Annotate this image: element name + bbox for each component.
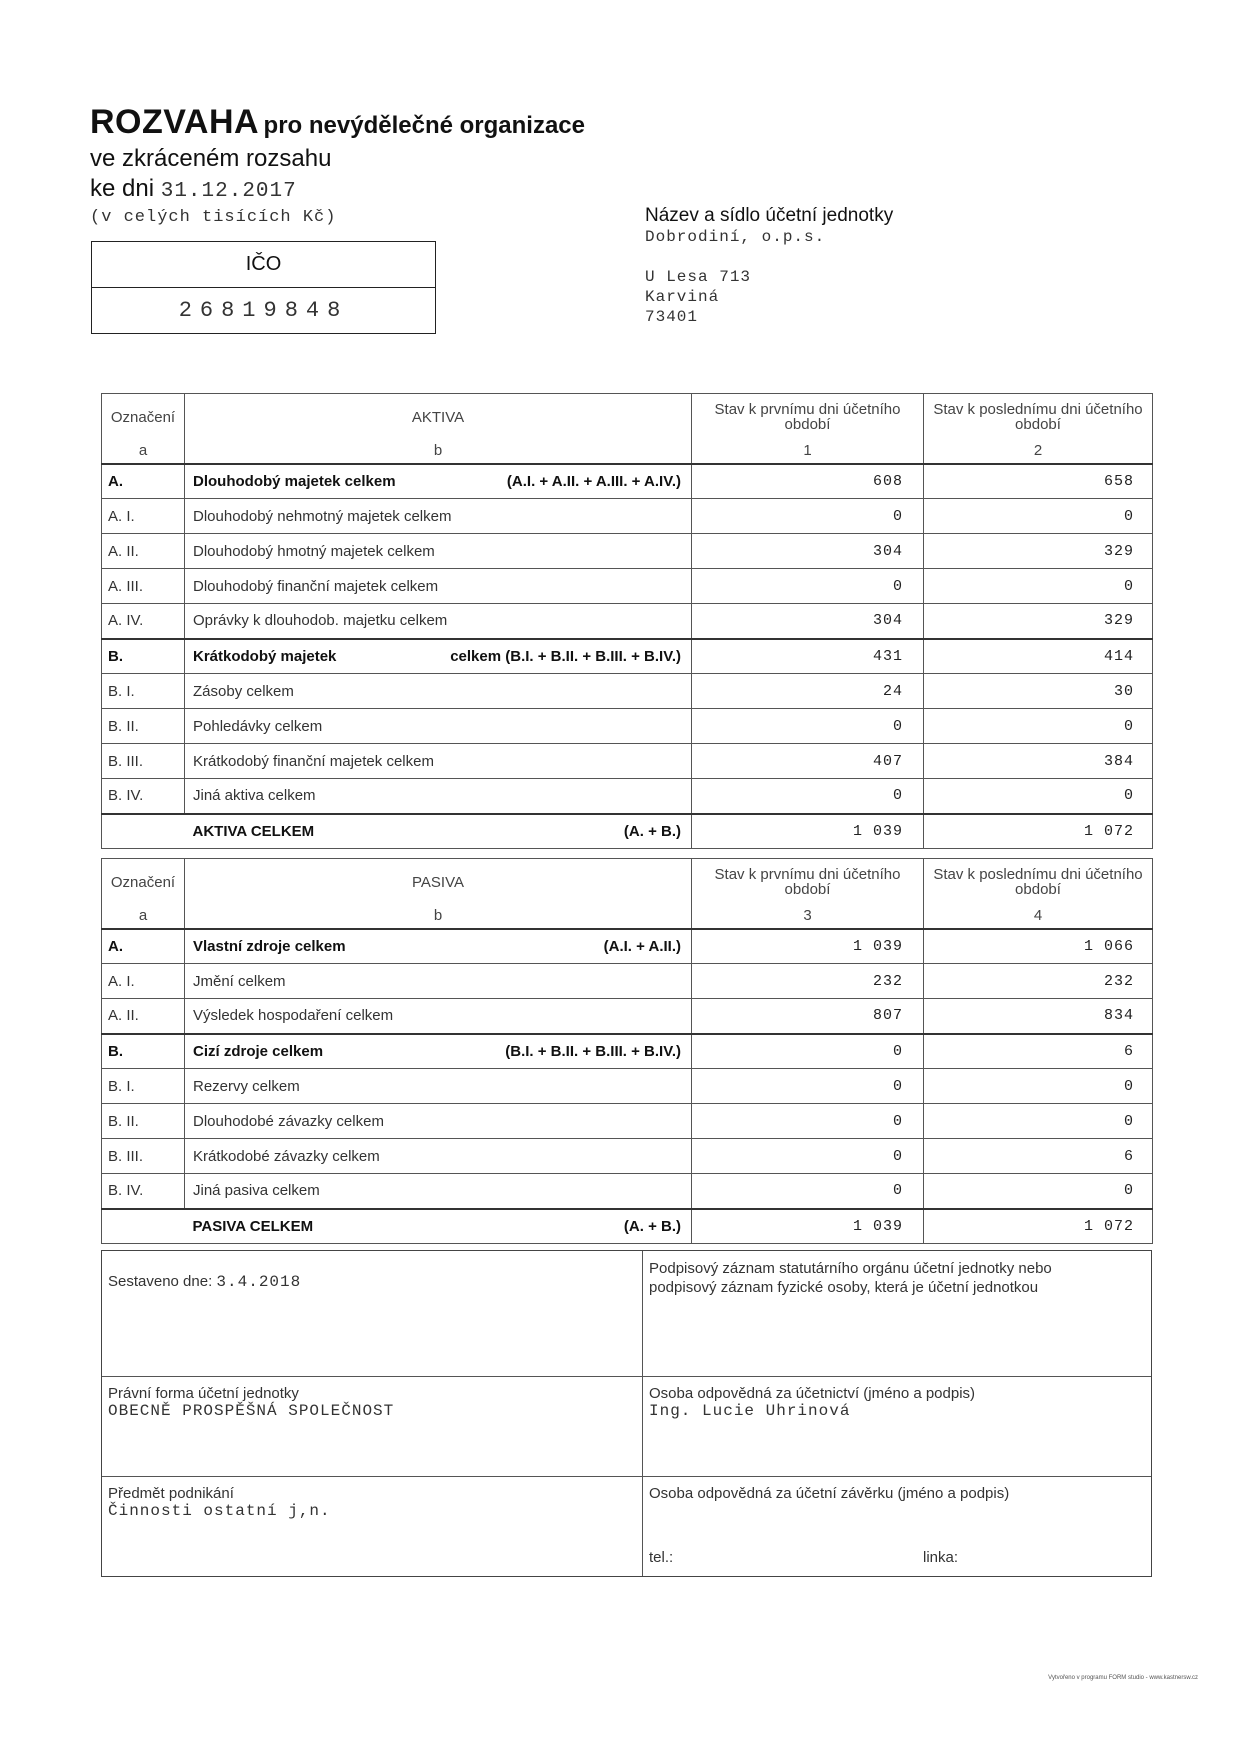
- table-row: [102, 569, 1153, 604]
- row-label: Jiná aktiva celkem: [185, 779, 692, 814]
- value-col-4: 6: [924, 1139, 1153, 1174]
- accounting-person-value: Ing. Lucie Uhrinová: [649, 1402, 851, 1420]
- table-row: [102, 779, 1153, 814]
- value-col-4: 0: [924, 1069, 1153, 1104]
- col-1-header: Stav k prvnímu dni účetního období: [714, 401, 901, 434]
- col-b-sub: b: [433, 906, 443, 924]
- value-col-3: 0: [692, 1104, 924, 1139]
- value-col-4: 6: [924, 1034, 1153, 1069]
- table-row: [102, 1104, 1153, 1139]
- value-col-1: 608: [692, 464, 924, 499]
- entity-street: U Lesa 713: [645, 268, 752, 286]
- value-col-3: 0: [692, 1034, 924, 1069]
- row-code: A.: [102, 929, 185, 964]
- col-3-sub: 3: [803, 906, 812, 924]
- row-code: A. III.: [102, 569, 185, 604]
- units-note: (v celých tisících Kč): [90, 208, 337, 227]
- value-col-2: 384: [924, 744, 1153, 779]
- value-col-3: 807: [692, 999, 924, 1034]
- row-code: [102, 814, 185, 849]
- row-code: B. III.: [102, 744, 185, 779]
- total-col-2: 1 072: [924, 814, 1153, 849]
- document-title: [90, 103, 585, 142]
- row-label: Dlouhodobé závazky celkem: [185, 1104, 692, 1139]
- value-col-1: 0: [692, 709, 924, 744]
- ico-label: IČO: [92, 242, 435, 288]
- table-row: [102, 464, 1153, 499]
- row-formula: (A.I. + A.II.): [603, 937, 681, 955]
- value-col-1: 0: [692, 779, 924, 814]
- value-col-1: 304: [692, 534, 924, 569]
- row-formula: (A.I. + A.II. + A.III. + A.IV.): [506, 472, 681, 490]
- accounting-person-label: Osoba odpovědná za účetnictví (jméno a podpis): [649, 1385, 976, 1402]
- row-label: Výsledek hospodaření celkem: [185, 999, 692, 1034]
- value-col-2: 329: [924, 534, 1153, 569]
- row-label: [185, 639, 692, 674]
- table-row: [102, 604, 1153, 639]
- row-label: Dlouhodobý nehmotný majetek celkem: [185, 499, 692, 534]
- row-code: A. IV.: [102, 604, 185, 639]
- row-code: B.: [102, 639, 185, 674]
- col-b-header: AKTIVA: [411, 408, 465, 426]
- aktiva-table: [101, 393, 1153, 849]
- software-credit: Vytvořeno v programu FORM studio - www.kastnersw.cz: [1048, 1675, 1198, 1681]
- row-code: B. III.: [102, 1139, 185, 1174]
- row-label: [185, 1209, 692, 1244]
- table-row: [102, 1069, 1153, 1104]
- value-col-3: 1 039: [692, 929, 924, 964]
- entity-zip: 73401: [645, 308, 699, 326]
- row-label-text: Vlastní zdroje celkem: [193, 937, 346, 955]
- entity-label: Název a sídlo účetní jednotky: [645, 205, 894, 226]
- pasiva-total-row: [102, 1209, 1153, 1244]
- total-label: AKTIVA CELKEM: [192, 822, 315, 840]
- row-label: Dlouhodobý hmotný majetek celkem: [185, 534, 692, 569]
- linka-label: linka:: [923, 1549, 959, 1566]
- row-code: B. IV.: [102, 1174, 185, 1209]
- col-b-sub: b: [433, 441, 443, 459]
- col-a-header: Označení: [110, 408, 176, 426]
- col-3-header: Stav k prvnímu dni účetního období: [714, 866, 901, 899]
- row-label: Pohledávky celkem: [185, 709, 692, 744]
- value-col-4: 0: [924, 1174, 1153, 1209]
- title-main: ROZVAHA: [90, 103, 260, 141]
- legal-form-value: OBECNĚ PROSPĚŠNÁ SPOLEČNOST: [108, 1402, 395, 1420]
- row-code: B.: [102, 1034, 185, 1069]
- compiled-date-field: [102, 1251, 642, 1376]
- total-formula: (A. + B.): [623, 822, 681, 840]
- col-a-sub: a: [138, 441, 148, 459]
- row-code: B. II.: [102, 709, 185, 744]
- row-formula: celkem (B.I. + B.II. + B.III. + B.IV.): [450, 647, 681, 665]
- entity-block: [645, 205, 893, 327]
- row-code: [102, 1209, 185, 1244]
- legal-form-field: [102, 1376, 642, 1476]
- total-formula: (A. + B.): [623, 1217, 681, 1235]
- row-label: Zásoby celkem: [185, 674, 692, 709]
- value-col-2: 0: [924, 709, 1153, 744]
- value-col-2: 0: [924, 779, 1153, 814]
- table-row: [102, 674, 1153, 709]
- legal-form-label: Právní forma účetní jednotky: [108, 1385, 299, 1402]
- value-col-2: 658: [924, 464, 1153, 499]
- col-2-sub: 2: [1033, 441, 1043, 459]
- row-label: [185, 1034, 692, 1069]
- business-label: Předmět podnikání: [108, 1485, 234, 1502]
- row-code: A. II.: [102, 999, 185, 1034]
- row-label: [185, 814, 692, 849]
- row-code: A. I.: [102, 964, 185, 999]
- signature-section: [101, 1250, 1152, 1577]
- business-value: Činnosti ostatní j,n.: [108, 1502, 331, 1520]
- value-col-4: 0: [924, 1104, 1153, 1139]
- value-col-4: 1 066: [924, 929, 1153, 964]
- table-row: [102, 1139, 1153, 1174]
- total-col-4: 1 072: [924, 1209, 1153, 1244]
- value-col-2: 30: [924, 674, 1153, 709]
- closing-person-label: Osoba odpovědná za účetní závěrku (jméno a podpis): [649, 1485, 1010, 1502]
- table-row: [102, 999, 1153, 1034]
- row-label: [185, 929, 692, 964]
- value-col-4: 232: [924, 964, 1153, 999]
- table-row: [102, 964, 1153, 999]
- compiled-date: 3.4.2018: [216, 1273, 302, 1291]
- row-label-text: Cizí zdroje celkem: [193, 1042, 324, 1060]
- col-a-sub: a: [138, 906, 148, 924]
- report-date-line: [90, 175, 297, 203]
- subtitle: ve zkráceném rozsahu: [90, 145, 332, 172]
- entity-city: Karviná: [645, 288, 720, 306]
- row-label: Oprávky k dlouhodob. majetku celkem: [185, 604, 692, 639]
- row-label: Dlouhodobý finanční majetek celkem: [185, 569, 692, 604]
- row-code: B. I.: [102, 1069, 185, 1104]
- row-label: Krátkodobý finanční majetek celkem: [185, 744, 692, 779]
- row-code: A.: [102, 464, 185, 499]
- accounting-person-field: [642, 1376, 1151, 1476]
- value-col-3: 0: [692, 1069, 924, 1104]
- signature-label: Podpisový záznam statutárního orgánu účetní jednotky nebo podpisový záznam fyzické osoby, která je účetní jednotkou: [649, 1260, 1052, 1296]
- compiled-label: Sestaveno dne:: [108, 1273, 213, 1290]
- value-col-1: 431: [692, 639, 924, 674]
- closing-person-field: [642, 1476, 1151, 1576]
- col-b-header: PASIVA: [412, 873, 464, 891]
- value-col-1: 407: [692, 744, 924, 779]
- report-date: 31.12.2017: [160, 180, 297, 203]
- col-4-header: Stav k poslednímu dni účetního období: [933, 866, 1143, 899]
- col-a-header: Označení: [110, 873, 176, 891]
- col-2-header: Stav k poslednímu dni účetního období: [933, 401, 1143, 434]
- signature-record-field: [642, 1251, 1151, 1376]
- pasiva-table: [101, 858, 1153, 1244]
- value-col-3: 232: [692, 964, 924, 999]
- title-rest: pro nevýdělečné organizace: [263, 112, 586, 139]
- row-label-text: Dlouhodobý majetek celkem: [193, 472, 396, 490]
- table-row: [102, 1174, 1153, 1209]
- table-row: [102, 1034, 1153, 1069]
- row-code: A. II.: [102, 534, 185, 569]
- table-row: [102, 709, 1153, 744]
- value-col-1: 24: [692, 674, 924, 709]
- entity-name: Dobrodiní, o.p.s.: [645, 228, 826, 246]
- row-formula: (B.I. + B.II. + B.III. + B.IV.): [505, 1042, 681, 1060]
- table-row: [102, 534, 1153, 569]
- value-col-2: 414: [924, 639, 1153, 674]
- value-col-3: 0: [692, 1174, 924, 1209]
- tel-label: tel.:: [649, 1549, 674, 1566]
- value-col-1: 0: [692, 499, 924, 534]
- aktiva-total-row: [102, 814, 1153, 849]
- aktiva-header-row: [102, 394, 1153, 464]
- table-row: [102, 744, 1153, 779]
- ico-box: [91, 241, 436, 334]
- value-col-1: 304: [692, 604, 924, 639]
- total-col-3: 1 039: [692, 1209, 924, 1244]
- ico-value: 26819848: [178, 298, 349, 323]
- value-col-2: 329: [924, 604, 1153, 639]
- row-code: B. IV.: [102, 779, 185, 814]
- value-col-3: 0: [692, 1139, 924, 1174]
- table-row: [102, 639, 1153, 674]
- col-1-sub: 1: [803, 441, 812, 459]
- value-col-4: 834: [924, 999, 1153, 1034]
- total-col-1: 1 039: [692, 814, 924, 849]
- row-label: Krátkodobé závazky celkem: [185, 1139, 692, 1174]
- pasiva-header-row: [102, 859, 1153, 929]
- date-prefix: ke dni: [90, 175, 155, 202]
- row-label: [185, 464, 692, 499]
- value-col-1: 0: [692, 569, 924, 604]
- business-subject-field: [102, 1476, 642, 1576]
- row-code: B. II.: [102, 1104, 185, 1139]
- value-col-2: 0: [924, 569, 1153, 604]
- row-code: A. I.: [102, 499, 185, 534]
- table-row: [102, 929, 1153, 964]
- row-label: Jmění celkem: [185, 964, 692, 999]
- col-4-sub: 4: [1033, 906, 1043, 924]
- row-label: Jiná pasiva celkem: [185, 1174, 692, 1209]
- row-label: Rezervy celkem: [185, 1069, 692, 1104]
- table-row: [102, 499, 1153, 534]
- total-label: PASIVA CELKEM: [192, 1217, 314, 1235]
- row-label-text: Krátkodobý majetek: [193, 647, 337, 665]
- row-code: B. I.: [102, 674, 185, 709]
- value-col-2: 0: [924, 499, 1153, 534]
